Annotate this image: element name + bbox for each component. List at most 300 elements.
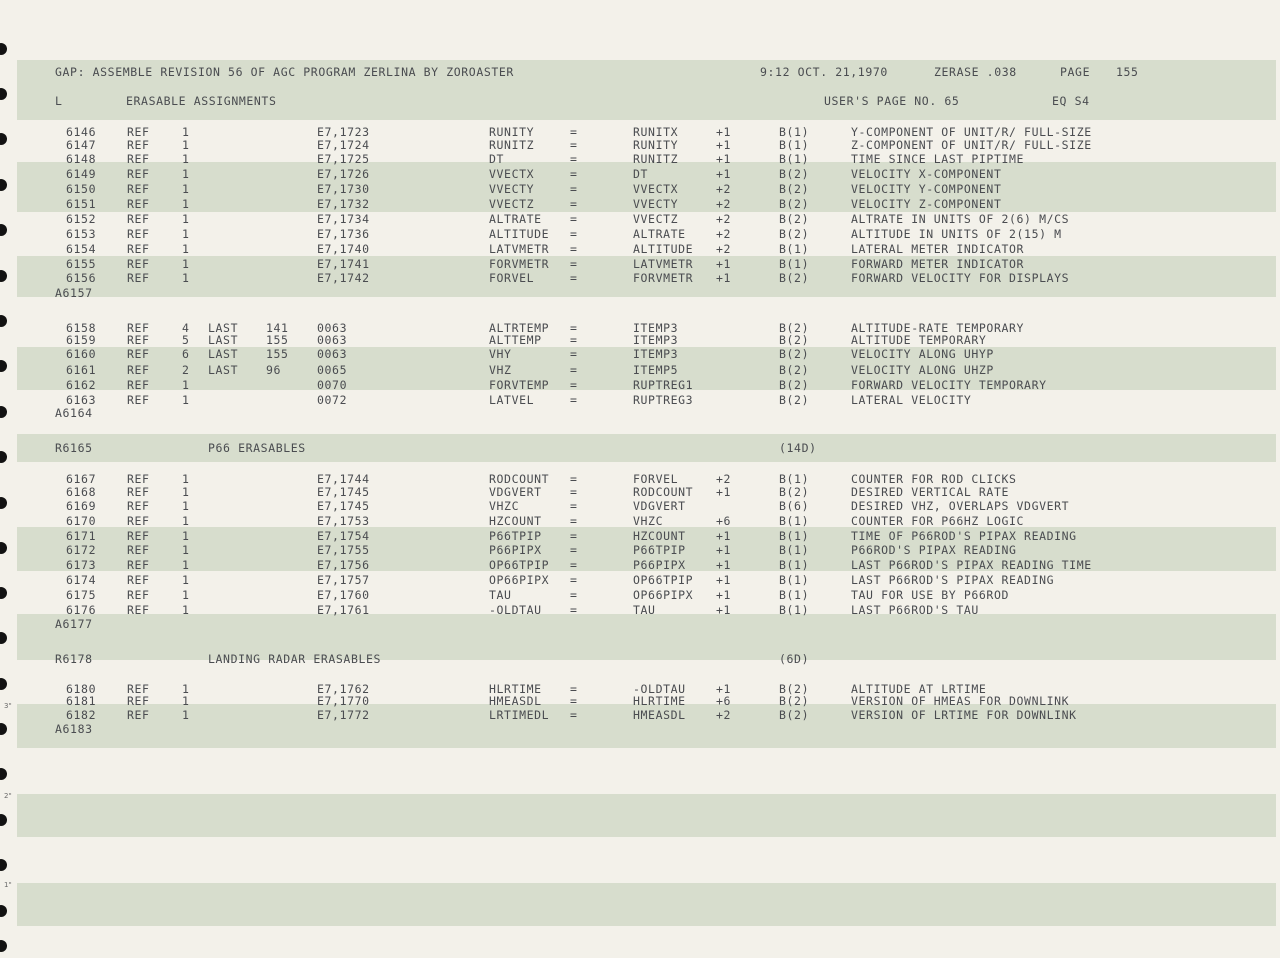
symbol: LATVEL bbox=[489, 393, 535, 407]
bank: B(1) bbox=[779, 558, 810, 572]
bank: B(1) bbox=[779, 529, 810, 543]
line-number: 6173 bbox=[66, 558, 97, 572]
expression: VDGVERT bbox=[633, 499, 686, 513]
address: E7,1745 bbox=[317, 485, 370, 499]
address: E7,1744 bbox=[317, 472, 370, 486]
symbol: VVECTX bbox=[489, 167, 535, 181]
address: E7,1762 bbox=[317, 682, 370, 696]
comment: DESIRED VERTICAL RATE bbox=[851, 485, 1009, 499]
line-number: 6153 bbox=[66, 227, 97, 241]
op-code: REF bbox=[127, 694, 150, 708]
bank: B(2) bbox=[779, 363, 810, 377]
address: E7,1726 bbox=[317, 167, 370, 181]
ref-count: 4 bbox=[182, 321, 190, 335]
symbol: ALTRTEMP bbox=[489, 321, 550, 335]
symbol: VHZ bbox=[489, 363, 512, 377]
listing-row bbox=[0, 499, 1280, 514]
section-id: R6165 bbox=[55, 441, 93, 455]
expression: OP66TPIP bbox=[633, 573, 694, 587]
offset: +1 bbox=[716, 485, 732, 499]
bank: B(2) bbox=[779, 167, 810, 181]
line-number: 6182 bbox=[66, 708, 97, 722]
listing-row bbox=[0, 212, 1280, 227]
ref-count: 1 bbox=[182, 242, 190, 256]
listing-row bbox=[0, 363, 1280, 378]
expression: ALTITUDE bbox=[633, 242, 694, 256]
expression: RODCOUNT bbox=[633, 485, 694, 499]
listing-row bbox=[0, 182, 1280, 197]
equals: = bbox=[570, 167, 578, 181]
equals: = bbox=[570, 212, 578, 226]
comment: FORWARD METER INDICATOR bbox=[851, 257, 1025, 271]
expression: VVECTX bbox=[633, 182, 679, 196]
offset: +1 bbox=[716, 543, 732, 557]
comment: Z-COMPONENT OF UNIT/R/ FULL-SIZE bbox=[851, 138, 1092, 152]
block-end-marker bbox=[0, 406, 1280, 421]
bank: B(2) bbox=[779, 212, 810, 226]
inch-mark: 1" bbox=[4, 881, 12, 889]
op-code: REF bbox=[127, 393, 150, 407]
listing-row bbox=[0, 227, 1280, 242]
expression: P66PIPX bbox=[633, 558, 686, 572]
line-number: 6146 bbox=[66, 125, 97, 139]
bank: B(1) bbox=[779, 257, 810, 271]
line-number: 6162 bbox=[66, 378, 97, 392]
listing-row bbox=[0, 152, 1280, 167]
ref-count: 1 bbox=[182, 138, 190, 152]
comment: TIME SINCE LAST PIPTIME bbox=[851, 152, 1025, 166]
comment: FORWARD VELOCITY TEMPORARY bbox=[851, 378, 1047, 392]
address: E7,1772 bbox=[317, 708, 370, 722]
op-code: REF bbox=[127, 499, 150, 513]
listing-row bbox=[0, 197, 1280, 212]
equals: = bbox=[570, 485, 578, 499]
equals: = bbox=[570, 543, 578, 557]
equals: = bbox=[570, 138, 578, 152]
comment: VELOCITY ALONG UHYP bbox=[851, 347, 994, 361]
symbol: OP66PIPX bbox=[489, 573, 550, 587]
last-label: LAST bbox=[208, 321, 239, 335]
address: E7,1761 bbox=[317, 603, 370, 617]
address: E7,1740 bbox=[317, 242, 370, 256]
line-number: 6167 bbox=[66, 472, 97, 486]
bank: B(2) bbox=[779, 227, 810, 241]
ref-count: 5 bbox=[182, 333, 190, 347]
equals: = bbox=[570, 529, 578, 543]
equals: = bbox=[570, 708, 578, 722]
bank: B(1) bbox=[779, 573, 810, 587]
comment: TIME OF P66ROD'S PIPAX READING bbox=[851, 529, 1077, 543]
expression: FORVMETR bbox=[633, 271, 694, 285]
listing-row bbox=[0, 378, 1280, 393]
address: E7,1742 bbox=[317, 271, 370, 285]
op-code: REF bbox=[127, 472, 150, 486]
address: E7,1755 bbox=[317, 543, 370, 557]
bank: B(2) bbox=[779, 321, 810, 335]
expression: RUPTREG1 bbox=[633, 378, 694, 392]
assembly-time-date: 9:12 OCT. 21,1970 bbox=[760, 65, 888, 79]
marker-label: A6164 bbox=[55, 406, 93, 420]
line-number: 6159 bbox=[66, 333, 97, 347]
comment: LAST P66ROD'S TAU bbox=[851, 603, 979, 617]
block-end-marker bbox=[0, 722, 1280, 737]
bank: B(2) bbox=[779, 271, 810, 285]
op-code: REF bbox=[127, 227, 150, 241]
listing-row bbox=[0, 514, 1280, 529]
address: 0065 bbox=[317, 363, 348, 377]
line-number: 6172 bbox=[66, 543, 97, 557]
listing-row bbox=[0, 167, 1280, 182]
line-number: 6154 bbox=[66, 242, 97, 256]
expression: P66TPIP bbox=[633, 543, 686, 557]
listing-row bbox=[0, 529, 1280, 544]
offset: +1 bbox=[716, 529, 732, 543]
equals: = bbox=[570, 227, 578, 241]
block-end-marker bbox=[0, 286, 1280, 301]
expression: ITEMP3 bbox=[633, 321, 679, 335]
expression: VVECTZ bbox=[633, 212, 679, 226]
greenbar-band bbox=[17, 794, 1276, 837]
tractor-feed-hole bbox=[0, 940, 7, 952]
op-code: REF bbox=[127, 485, 150, 499]
bank: B(1) bbox=[779, 472, 810, 486]
subheader-code: L bbox=[55, 94, 63, 108]
comment: TAU FOR USE BY P66ROD bbox=[851, 588, 1009, 602]
comment: ALTITUDE AT LRTIME bbox=[851, 682, 987, 696]
address: E7,1730 bbox=[317, 182, 370, 196]
op-code: REF bbox=[127, 543, 150, 557]
listing-row bbox=[0, 271, 1280, 286]
equals: = bbox=[570, 257, 578, 271]
address: E7,1756 bbox=[317, 558, 370, 572]
bank: B(2) bbox=[779, 333, 810, 347]
symbol: -OLDTAU bbox=[489, 603, 542, 617]
ref-count: 1 bbox=[182, 558, 190, 572]
symbol: DT bbox=[489, 152, 505, 166]
equals: = bbox=[570, 182, 578, 196]
bank: B(1) bbox=[779, 603, 810, 617]
comment: VERSION OF LRTIME FOR DOWNLINK bbox=[851, 708, 1077, 722]
expression: LATVMETR bbox=[633, 257, 694, 271]
equals: = bbox=[570, 588, 578, 602]
op-code: REF bbox=[127, 529, 150, 543]
listing-row bbox=[0, 333, 1280, 348]
users-page-number: USER'S PAGE NO. 65 bbox=[824, 94, 960, 108]
bank: B(2) bbox=[779, 393, 810, 407]
comment: Y-COMPONENT OF UNIT/R/ FULL-SIZE bbox=[851, 125, 1092, 139]
line-number: 6180 bbox=[66, 682, 97, 696]
symbol: FORVTEMP bbox=[489, 378, 550, 392]
ref-count: 1 bbox=[182, 485, 190, 499]
address: 0070 bbox=[317, 378, 348, 392]
equals: = bbox=[570, 573, 578, 587]
op-code: REF bbox=[127, 378, 150, 392]
ref-count: 1 bbox=[182, 603, 190, 617]
symbol: HZCOUNT bbox=[489, 514, 542, 528]
symbol: TAU bbox=[489, 588, 512, 602]
expression: RUPTREG3 bbox=[633, 393, 694, 407]
expression: HLRTIME bbox=[633, 694, 686, 708]
last-value: 155 bbox=[266, 347, 289, 361]
section-header bbox=[0, 441, 1280, 456]
expression: ALTRATE bbox=[633, 227, 686, 241]
op-code: REF bbox=[127, 138, 150, 152]
bank: B(1) bbox=[779, 588, 810, 602]
section-id: R6178 bbox=[55, 652, 93, 666]
expression: ITEMP3 bbox=[633, 333, 679, 347]
comment: COUNTER FOR ROD CLICKS bbox=[851, 472, 1017, 486]
offset: +1 bbox=[716, 271, 732, 285]
equals: = bbox=[570, 347, 578, 361]
expression: VHZC bbox=[633, 514, 664, 528]
bank: B(2) bbox=[779, 708, 810, 722]
expression: RUNITX bbox=[633, 125, 679, 139]
ref-count: 1 bbox=[182, 708, 190, 722]
equals: = bbox=[570, 152, 578, 166]
bank: B(2) bbox=[779, 694, 810, 708]
line-number: 6155 bbox=[66, 257, 97, 271]
op-code: REF bbox=[127, 125, 150, 139]
symbol: VVECTZ bbox=[489, 197, 535, 211]
offset: +6 bbox=[716, 514, 732, 528]
offset: +1 bbox=[716, 603, 732, 617]
tractor-feed-hole bbox=[0, 859, 7, 871]
section-count: (6D) bbox=[779, 652, 810, 666]
line-number: 6156 bbox=[66, 271, 97, 285]
op-code: REF bbox=[127, 242, 150, 256]
assembly-file: ZERASE .038 bbox=[934, 65, 1017, 79]
equals: = bbox=[570, 694, 578, 708]
address: E7,1760 bbox=[317, 588, 370, 602]
equals: = bbox=[570, 242, 578, 256]
ref-count: 1 bbox=[182, 125, 190, 139]
assembly-title: GAP: ASSEMBLE REVISION 56 OF AGC PROGRAM ZERLINA BY ZOROASTER bbox=[55, 65, 514, 79]
expression: TAU bbox=[633, 603, 656, 617]
listing-row bbox=[0, 347, 1280, 362]
offset: +2 bbox=[716, 182, 732, 196]
offset: +1 bbox=[716, 167, 732, 181]
offset: +2 bbox=[716, 197, 732, 211]
offset: +1 bbox=[716, 138, 732, 152]
op-code: REF bbox=[127, 197, 150, 211]
comment: ALTITUDE TEMPORARY bbox=[851, 333, 987, 347]
offset: +2 bbox=[716, 472, 732, 486]
op-code: REF bbox=[127, 603, 150, 617]
comment: VELOCITY ALONG UHZP bbox=[851, 363, 994, 377]
address: 0063 bbox=[317, 321, 348, 335]
op-code: REF bbox=[127, 682, 150, 696]
line-number: 6169 bbox=[66, 499, 97, 513]
ref-count: 2 bbox=[182, 363, 190, 377]
expression: DT bbox=[633, 167, 649, 181]
marker-label: A6183 bbox=[55, 722, 93, 736]
greenbar-band bbox=[17, 883, 1276, 926]
line-number: 6174 bbox=[66, 573, 97, 587]
equals: = bbox=[570, 393, 578, 407]
bank: B(1) bbox=[779, 125, 810, 139]
bank: B(1) bbox=[779, 152, 810, 166]
last-value: 155 bbox=[266, 333, 289, 347]
equals: = bbox=[570, 378, 578, 392]
page-header bbox=[0, 65, 1280, 80]
offset: +1 bbox=[716, 558, 732, 572]
address: 0063 bbox=[317, 333, 348, 347]
symbol: LRTIMEDL bbox=[489, 708, 550, 722]
tractor-feed-hole bbox=[0, 905, 7, 917]
listing-row bbox=[0, 573, 1280, 588]
expression: OP66PIPX bbox=[633, 588, 694, 602]
comment: LATERAL VELOCITY bbox=[851, 393, 972, 407]
bank: B(1) bbox=[779, 242, 810, 256]
last-value: 96 bbox=[266, 363, 282, 377]
expression: VVECTY bbox=[633, 197, 679, 211]
bank: B(1) bbox=[779, 514, 810, 528]
address: E7,1757 bbox=[317, 573, 370, 587]
eq-code: EQ S4 bbox=[1052, 94, 1090, 108]
comment: COUNTER FOR P66HZ LOGIC bbox=[851, 514, 1025, 528]
symbol: P66PIPX bbox=[489, 543, 542, 557]
offset: +1 bbox=[716, 125, 732, 139]
equals: = bbox=[570, 333, 578, 347]
op-code: REF bbox=[127, 558, 150, 572]
last-label: LAST bbox=[208, 347, 239, 361]
section-name: P66 ERASABLES bbox=[208, 441, 306, 455]
tractor-feed-hole bbox=[0, 768, 7, 780]
offset: +1 bbox=[716, 257, 732, 271]
ref-count: 1 bbox=[182, 529, 190, 543]
equals: = bbox=[570, 499, 578, 513]
op-code: REF bbox=[127, 152, 150, 166]
line-number: 6148 bbox=[66, 152, 97, 166]
op-code: REF bbox=[127, 167, 150, 181]
op-code: REF bbox=[127, 363, 150, 377]
symbol: FORVMETR bbox=[489, 257, 550, 271]
listing-row bbox=[0, 543, 1280, 558]
address: E7,1770 bbox=[317, 694, 370, 708]
section-count: (14D) bbox=[779, 441, 817, 455]
line-number: 6171 bbox=[66, 529, 97, 543]
bank: B(6) bbox=[779, 499, 810, 513]
address: E7,1753 bbox=[317, 514, 370, 528]
line-number: 6168 bbox=[66, 485, 97, 499]
address: E7,1734 bbox=[317, 212, 370, 226]
listing-row bbox=[0, 138, 1280, 153]
bank: B(2) bbox=[779, 347, 810, 361]
address: 0072 bbox=[317, 393, 348, 407]
expression: RUNITZ bbox=[633, 152, 679, 166]
listing-row bbox=[0, 257, 1280, 272]
bank: B(1) bbox=[779, 138, 810, 152]
comment: VELOCITY Z-COMPONENT bbox=[851, 197, 1002, 211]
ref-count: 1 bbox=[182, 197, 190, 211]
symbol: VVECTY bbox=[489, 182, 535, 196]
ref-count: 1 bbox=[182, 212, 190, 226]
symbol: FORVEL bbox=[489, 271, 535, 285]
ref-count: 1 bbox=[182, 682, 190, 696]
offset: +2 bbox=[716, 227, 732, 241]
op-code: REF bbox=[127, 708, 150, 722]
listing-row bbox=[0, 694, 1280, 709]
marker-label: A6177 bbox=[55, 617, 93, 631]
bank: B(2) bbox=[779, 682, 810, 696]
symbol: ALTTEMP bbox=[489, 333, 542, 347]
line-number: 6161 bbox=[66, 363, 97, 377]
expression: RUNITY bbox=[633, 138, 679, 152]
symbol: VHY bbox=[489, 347, 512, 361]
line-number: 6147 bbox=[66, 138, 97, 152]
ref-count: 1 bbox=[182, 152, 190, 166]
address: E7,1736 bbox=[317, 227, 370, 241]
ref-count: 1 bbox=[182, 393, 190, 407]
equals: = bbox=[570, 682, 578, 696]
inch-mark: 3" bbox=[4, 702, 12, 710]
comment: P66ROD'S PIPAX READING bbox=[851, 543, 1017, 557]
offset: +2 bbox=[716, 242, 732, 256]
equals: = bbox=[570, 363, 578, 377]
page-subheader bbox=[0, 94, 1280, 109]
ref-count: 1 bbox=[182, 514, 190, 528]
last-label: LAST bbox=[208, 363, 239, 377]
comment: ALTRATE IN UNITS OF 2(6) M/CS bbox=[851, 212, 1070, 226]
ref-count: 1 bbox=[182, 543, 190, 557]
offset: +2 bbox=[716, 708, 732, 722]
symbol: P66TPIP bbox=[489, 529, 542, 543]
ref-count: 1 bbox=[182, 694, 190, 708]
listing-row bbox=[0, 708, 1280, 723]
listing-row bbox=[0, 588, 1280, 603]
bank: B(2) bbox=[779, 197, 810, 211]
expression: HZCOUNT bbox=[633, 529, 686, 543]
expression: FORVEL bbox=[633, 472, 679, 486]
page-number: 155 bbox=[1116, 65, 1139, 79]
line-number: 6151 bbox=[66, 197, 97, 211]
listing-row bbox=[0, 603, 1280, 618]
inch-mark: 2" bbox=[4, 792, 12, 800]
equals: = bbox=[570, 197, 578, 211]
comment: VELOCITY X-COMPONENT bbox=[851, 167, 1002, 181]
expression: HMEASDL bbox=[633, 708, 686, 722]
ref-count: 1 bbox=[182, 182, 190, 196]
expression: ITEMP5 bbox=[633, 363, 679, 377]
ref-count: 1 bbox=[182, 472, 190, 486]
bank: B(1) bbox=[779, 543, 810, 557]
address: 0063 bbox=[317, 347, 348, 361]
symbol: HMEASDL bbox=[489, 694, 542, 708]
page-label: PAGE bbox=[1060, 65, 1091, 79]
symbol: OP66TPIP bbox=[489, 558, 550, 572]
op-code: REF bbox=[127, 573, 150, 587]
comment: FORWARD VELOCITY FOR DISPLAYS bbox=[851, 271, 1070, 285]
op-code: REF bbox=[127, 321, 150, 335]
equals: = bbox=[570, 603, 578, 617]
line-number: 6176 bbox=[66, 603, 97, 617]
op-code: REF bbox=[127, 588, 150, 602]
op-code: REF bbox=[127, 347, 150, 361]
ref-count: 6 bbox=[182, 347, 190, 361]
op-code: REF bbox=[127, 271, 150, 285]
comment: LAST P66ROD'S PIPAX READING bbox=[851, 573, 1055, 587]
bank: B(2) bbox=[779, 182, 810, 196]
equals: = bbox=[570, 472, 578, 486]
ref-count: 1 bbox=[182, 257, 190, 271]
ref-count: 1 bbox=[182, 573, 190, 587]
offset: +2 bbox=[716, 212, 732, 226]
equals: = bbox=[570, 271, 578, 285]
address: E7,1725 bbox=[317, 152, 370, 166]
line-number: 6158 bbox=[66, 321, 97, 335]
symbol: RUNITZ bbox=[489, 138, 535, 152]
line-number: 6160 bbox=[66, 347, 97, 361]
